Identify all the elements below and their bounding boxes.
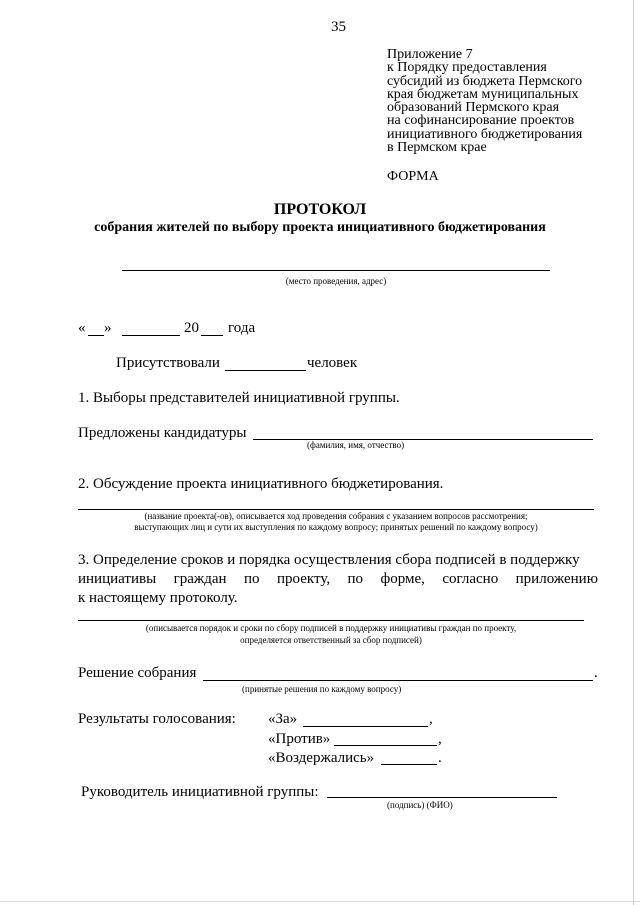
date-year-field[interactable] xyxy=(201,335,223,336)
section2-heading: 2. Обсуждение проекта инициативного бюджетирования. xyxy=(78,476,444,492)
page-edge-bottom xyxy=(0,901,640,902)
section3-line3: к настоящему протоколу. xyxy=(78,590,238,606)
appendix-block xyxy=(387,48,582,154)
section3-caption-line1: (описывается порядок и сроки по сбору подписей в поддержку инициативы граждан по проекту, xyxy=(145,623,517,633)
date-century: 20 xyxy=(184,320,199,336)
vote-abstained-label: «Воздержались» xyxy=(268,750,375,766)
section1-label: Предложены кандидатуры xyxy=(78,425,247,441)
appendix-line: к Порядку предоставления xyxy=(387,60,547,76)
vote-against-label: «Против» xyxy=(268,731,331,747)
place-field[interactable] xyxy=(122,270,550,271)
vote-abstained-field[interactable] xyxy=(381,764,437,765)
candidates-caption: (фамилия, имя, отчество) xyxy=(307,440,405,450)
section3-caption-line2: определяется ответственный за сбор подписей) xyxy=(240,635,422,645)
date-month-field[interactable] xyxy=(122,335,180,336)
document-title: ПРОТОКОЛ xyxy=(273,201,367,218)
voting-label: Результаты голосования: xyxy=(78,711,236,727)
section3-word: граждан xyxy=(173,571,227,587)
page-edge-right xyxy=(633,0,634,905)
present-suffix: человек xyxy=(307,355,358,371)
page-number: 35 xyxy=(331,19,346,35)
section3-word: форме, xyxy=(380,571,425,587)
form-label: ФОРМА xyxy=(387,169,439,184)
date-suffix: года xyxy=(228,320,256,336)
section3-line1 xyxy=(78,553,598,568)
vote-abstained-dot: . xyxy=(438,750,442,766)
section3-word: проекту, xyxy=(277,571,331,587)
document-subtitle: собрания жителей по выбору проекта инициативного бюджетирования xyxy=(94,220,546,235)
leader-signature-field[interactable] xyxy=(327,797,557,798)
place-caption: (место проведения, адрес) xyxy=(285,276,387,286)
present-label: Присутствовали xyxy=(116,355,220,371)
decision-label: Решение собрания xyxy=(78,665,197,681)
vote-for-comma: , xyxy=(429,711,433,727)
vote-against-field[interactable] xyxy=(334,745,437,746)
section3-word: приложению xyxy=(515,571,598,587)
leader-caption: (подпись) (ФИО) xyxy=(387,800,453,810)
date-day-field[interactable] xyxy=(88,335,104,336)
section3-line2 xyxy=(78,572,598,587)
appendix-line: инициативного бюджетирования xyxy=(387,126,583,142)
decision-end-dot: . xyxy=(594,665,598,681)
date-open-quote: « xyxy=(78,320,86,336)
section3-word: инициативы xyxy=(78,571,157,587)
section3-word: согласно xyxy=(442,571,499,587)
section1-heading: 1. Выборы представителей инициативной группы. xyxy=(78,390,400,406)
decision-field[interactable] xyxy=(203,680,593,681)
candidates-field[interactable] xyxy=(253,439,593,440)
decision-caption: (принятые решения по каждому вопросу) xyxy=(242,684,402,694)
leader-label: Руководитель инициативной группы: xyxy=(81,784,319,800)
appendix-line: в Пермском крае xyxy=(387,140,487,156)
present-count-field[interactable] xyxy=(225,370,306,371)
section2-caption-line1: (название проекта(-ов), описывается ход проведения собрания с указанием вопросов рассмотрения; xyxy=(144,511,528,521)
appendix-line: края бюджетам муниципальных xyxy=(387,86,579,102)
vote-for-label: «За» xyxy=(268,711,298,727)
appendix-line: на софинансирование проектов xyxy=(387,113,575,129)
vote-against-comma: , xyxy=(438,731,442,747)
appendix-line: субсидий из бюджета Пермского xyxy=(387,73,583,89)
project-discussion-field[interactable] xyxy=(78,509,594,510)
appendix-line: образований Пермского края xyxy=(387,100,560,116)
section3-word: по xyxy=(347,571,364,587)
signature-collection-field[interactable] xyxy=(78,620,584,621)
appendix-line: Приложение 7 xyxy=(387,47,473,62)
section3-word: по xyxy=(244,571,260,587)
section3-line1-text: 3. Определение сроков и порядка осуществления сбора подписей в поддержку xyxy=(78,552,580,568)
date-close-quote: » xyxy=(104,320,112,336)
section2-caption-line2: выступающих лиц и сути их выступления по каждому вопросу; принятых решений по каждому вопросу) xyxy=(134,522,538,532)
vote-for-field[interactable] xyxy=(303,726,428,727)
